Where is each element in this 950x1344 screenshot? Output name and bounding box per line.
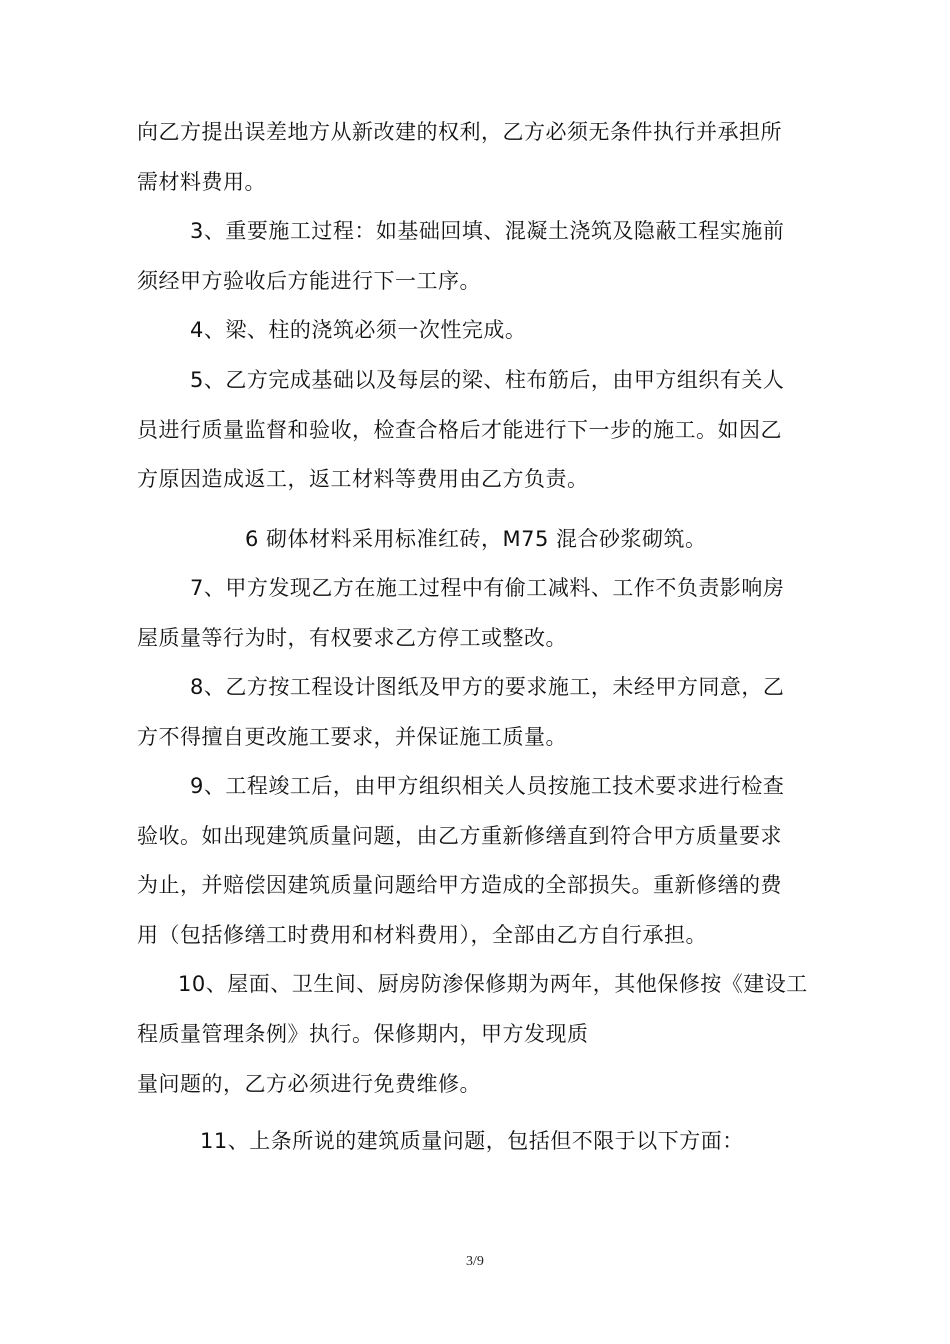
text-line: 11、上条所说的建筑质量问题，包括但不限于以下方面：: [200, 1129, 744, 1153]
text-line: 5、乙方完成基础以及每层的梁、柱布筋后，由甲方组织有关人: [190, 368, 785, 392]
text-line: 方不得擅自更改施工要求，并保证施工质量。: [137, 725, 567, 749]
text-line: 6 砌体材料采用标准红砖，M75 混合砂浆砌筑。: [245, 527, 707, 551]
text-line: 需材料费用。: [137, 170, 266, 194]
text-line: 3、重要施工过程：如基础回填、混凝土浇筑及隐蔽工程实施前: [190, 219, 785, 243]
text-line: 为止，并赔偿因建筑质量问题给甲方造成的全部损失。重新修缮的费: [137, 873, 782, 897]
page-number: 3/9: [466, 1254, 484, 1269]
text-line: 10、屋面、卫生间、厨房防渗保修期为两年，其他保修按《建设工: [178, 972, 808, 996]
text-line: 4、梁、柱的浇筑必须一次性完成。: [190, 318, 527, 342]
text-line: 方原因造成返工，返工材料等费用由乙方负责。: [137, 467, 589, 491]
text-line: 员进行质量监督和验收，检查合格后才能进行下一步的施工。如因乙: [137, 418, 782, 442]
text-line: 验收。如出现建筑质量问题，由乙方重新修缮直到符合甲方质量要求: [137, 824, 782, 848]
text-line: 向乙方提出误差地方从新改建的权利，乙方必须无条件执行并承担所: [137, 120, 782, 144]
text-line: 9、工程竣工后，由甲方组织相关人员按施工技术要求进行检查: [190, 774, 785, 798]
text-line: 须经甲方验收后方能进行下一工序。: [137, 269, 481, 293]
text-line: 屋质量等行为时，有权要求乙方停工或整改。: [137, 626, 567, 650]
text-line: 量问题的，乙方必须进行免费维修。: [137, 1072, 481, 1096]
text-line: 7、甲方发现乙方在施工过程中有偷工减料、工作不负责影响房: [190, 576, 785, 600]
text-line: 8、乙方按工程设计图纸及甲方的要求施工，未经甲方同意，乙: [190, 675, 785, 699]
text-line: 程质量管理条例》执行。保修期内，甲方发现质: [137, 1022, 589, 1046]
text-line: 用（包括修缮工时费用和材料费用），全部由乙方自行承担。: [137, 923, 707, 947]
